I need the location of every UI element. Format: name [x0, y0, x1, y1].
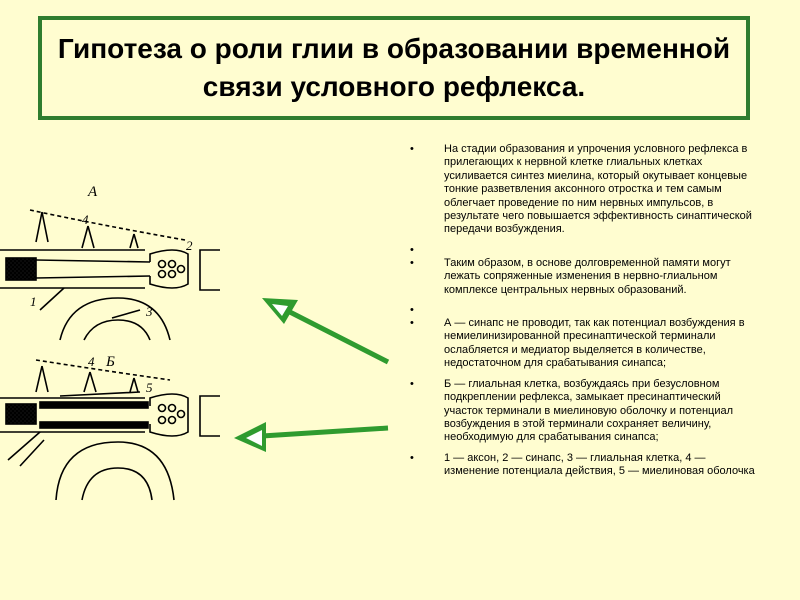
potential-curve-a — [30, 210, 185, 240]
axon-myelin-segment — [6, 404, 36, 424]
glial-cell — [56, 442, 174, 500]
pointer-arrows — [220, 280, 400, 460]
synapse-terminal — [150, 394, 188, 436]
probe-spike — [130, 378, 138, 392]
postsynaptic-cell — [200, 250, 220, 290]
bullet-item: • Таким образом, в основе долговременной памяти могут лежать сопряженные изменения в нервно-глиальном комплексе центральных нервных образований. — [406, 257, 758, 297]
number-label-1: 1 — [30, 294, 37, 309]
number-label-3: 3 — [146, 304, 153, 319]
title-frame — [38, 16, 750, 120]
postsynaptic-cell — [200, 396, 220, 436]
probe-spike — [130, 234, 138, 248]
potential-curve-b — [36, 360, 170, 380]
synapse-terminal — [150, 250, 188, 288]
number-label-4a: 4 — [82, 212, 89, 227]
probe-spike — [36, 212, 48, 242]
bullet-item-empty — [406, 304, 758, 314]
glial-cell-inner — [82, 468, 152, 500]
label-b: Б — [106, 354, 115, 370]
myelin-sheath-bottom — [40, 422, 148, 428]
glial-cell-inner — [84, 320, 150, 340]
glia-synapse-diagram — [0, 170, 225, 590]
number-label-4b: 4 — [88, 354, 95, 369]
bullet-item-empty — [406, 244, 758, 254]
arrow-to-panel-b — [234, 422, 388, 452]
bullet-item: • 1 — аксон, 2 — синапс, 3 — глиальная клетка, 4 — изменение потенциала действия, 5 — миелиновая оболочка — [406, 452, 758, 479]
label-a: А — [88, 184, 98, 200]
number-label-5: 5 — [146, 380, 153, 395]
axon-myelin-segment — [6, 258, 36, 280]
probe-spike — [36, 366, 48, 392]
axon-core — [36, 260, 150, 278]
arrow-to-panel-a — [262, 298, 388, 362]
myelin-sheath-top — [40, 402, 148, 408]
leader-line — [40, 288, 64, 310]
bullet-item: • А — синапс не проводит, так как потенциал возбуждения в немиелинизированной пресинаптической терминали ослабляется и медиатор выделяется в количестве, недостаточном для срабатывания синапса; — [406, 317, 758, 371]
glia-process — [8, 432, 44, 466]
probe-spike — [82, 226, 94, 248]
leader-line — [112, 310, 140, 318]
glial-cell — [60, 298, 170, 340]
bullet-item: • Б — глиальная клетка, возбуждаясь при безусловном подкреплении рефлекса, замыкает пресинаптический участок терминали в миелиновую оболочку и потенциал возбуждения в этой терминали сохраняет величину, необходимую для срабатывания синапса; — [406, 378, 758, 445]
number-label-2: 2 — [186, 238, 193, 253]
probe-spike — [84, 372, 96, 392]
leader-line — [60, 392, 140, 396]
slide-title: Гипотеза о роли глии в образовании временной связи условного рефлекса. — [57, 33, 731, 102]
bullet-list — [406, 143, 758, 486]
bullet-item: • На стадии образования и упрочения условного рефлекса в прилегающих к нервной клетке глиальных клетках усиливается синтез миелина, который окутывает концевые тонкие разветвления аксонного отростка и тем самым облегчает проведение по ним нервных импульсов, в результате чего повышается эффективность синаптической передачи возбуждения. — [406, 143, 758, 237]
